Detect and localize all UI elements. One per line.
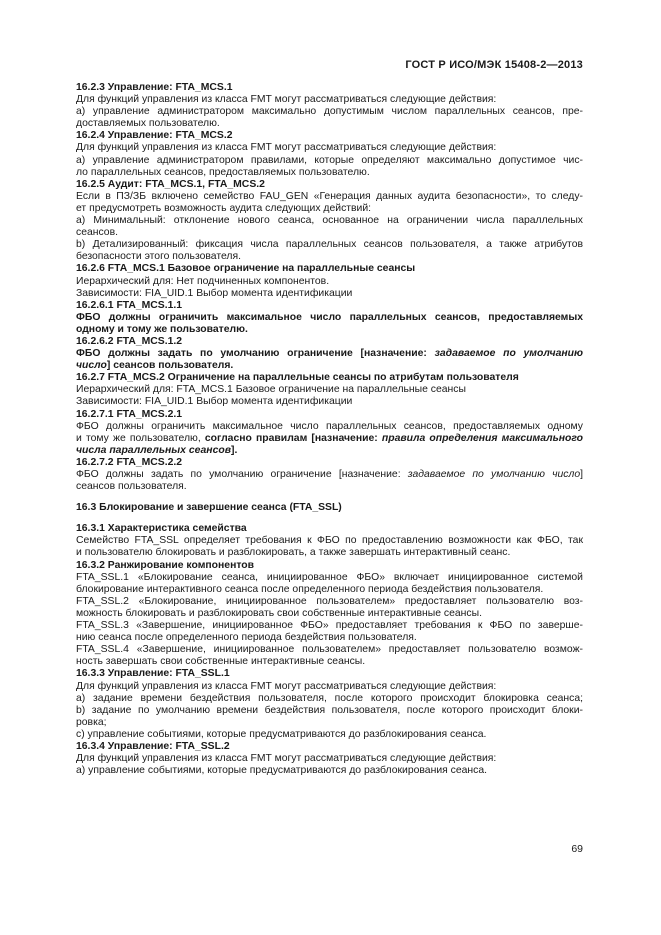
text-line: c) управление событиями, которые предусматриваются до разблокирования сеанса. xyxy=(76,728,487,740)
text-line: сеансов. xyxy=(76,227,118,239)
text-segment: ] сеансов пользователя. xyxy=(106,360,234,372)
text-line: ность завершать свои собственные интерактивные сеансы. xyxy=(76,656,366,668)
text-line: а) управление администратором максимально допустимым числом параллельных сеансов, пре- xyxy=(76,106,583,118)
text-line: а) управление событиями, которые предусматриваются до разблокирования сеанса. xyxy=(76,765,487,777)
document-body xyxy=(76,82,583,777)
text-line-bold: 16.2.3 Управление: FTA_MCS.1 xyxy=(76,82,233,93)
text-line-bold: 16.2.6.1 FTA_MCS.1.1 xyxy=(76,299,183,311)
text-line: и пользователю блокировать и разблокировать, а также завершать интерактивный сеанс. xyxy=(76,547,511,559)
text-line: FTA_SSL.3 «Завершение, инициированное ФБО» предоставляет требования к ФБО по заверше- xyxy=(76,620,583,632)
text-line-bold: 16.2.6.2 FTA_MCS.1.2 xyxy=(76,335,183,347)
text-line-bold: 16.2.7.1 FTA_MCS.2.1 xyxy=(76,408,183,420)
text-line-bold: 16.2.4 Управление: FTA_MCS.2 xyxy=(76,130,233,142)
text-segment: правила определения максимального xyxy=(381,432,583,444)
text-segment: числа параллельных сеансов xyxy=(76,444,231,456)
text-line: b) Детализированный: фиксация числа параллельных сеансов пользователя, а также атрибутов xyxy=(76,239,583,251)
text-segment: задаваемое по умолчанию число xyxy=(407,469,581,480)
text-line: Для функций управления из класса FMT могут рассматриваться следующие действия: xyxy=(76,142,497,154)
text-segment: ФБО должны задать по умолчанию ограничение [назначение: xyxy=(76,469,408,480)
text-line xyxy=(76,348,583,360)
text-line-bold: 16.2.7 FTA_MCS.2 Ограничение на параллельные сеансы по атрибутам пользователя xyxy=(76,372,519,384)
text-line: Для функций управления из класса FMT могут рассматриваться следующие действия: xyxy=(76,753,497,765)
text-line: сеансов пользователя. xyxy=(76,481,187,493)
text-line-bold: 16.2.7.2 FTA_MCS.2.2 xyxy=(76,456,183,468)
standard-header: ГОСТ Р ИСО/МЭК 15408-2—2013 xyxy=(405,59,583,71)
text-segment: ] xyxy=(580,469,583,480)
text-segment: ]. xyxy=(230,444,238,456)
text-line: FTA_SSL.4 «Завершение, инициированное пользователем» предоставляет пользователю возмож- xyxy=(76,644,583,656)
text-line: блокирование интерактивного сеанса после определенного периода бездействия пользователя. xyxy=(76,583,544,595)
text-line: Иерархический для: Нет подчиненных компонентов. xyxy=(76,275,330,287)
text-line: ровка; xyxy=(76,716,107,728)
text-line xyxy=(76,445,583,457)
text-line: доставляемых пользователю. xyxy=(76,118,220,130)
text-line-bold: 16.2.5 Аудит: FTA_MCS.1, FTA_MCS.2 xyxy=(76,178,265,190)
text-line: FTA_SSL.2 «Блокирование, инициированное пользователем» предоставляет пользователю воз- xyxy=(76,595,583,607)
text-segment: число xyxy=(76,360,107,372)
text-line-bold: 16.2.6 FTA_MCS.1 Базовое ограничение на параллельные сеансы xyxy=(76,263,416,275)
text-line: Зависимости: FIA_UID.1 Выбор момента идентификации xyxy=(76,287,353,299)
text-line: Для функций управления из класса FMT могут рассматриваться следующие действия: xyxy=(76,680,497,692)
text-line: b) задание по умолчанию времени бездействия пользователя, после которого происходит блоки- xyxy=(76,704,583,716)
text-line: ло параллельных сеансов, предоставляемых пользователю. xyxy=(76,166,370,178)
text-line: ФБО должны ограничить максимальное число параллельных сеансов, предоставляемых одному xyxy=(76,420,583,432)
text-line: а) управление администратором правилами, которые определяют максимально допустимое чис- xyxy=(76,154,583,166)
text-line: можность блокировать и разблокировать свои собственные интерактивные сеансы. xyxy=(76,607,482,619)
text-line: а) задание времени бездействия пользователя, после которого происходит блокировка сеанса; xyxy=(76,692,583,704)
text-segment: и тому же пользователю, xyxy=(76,432,205,444)
text-line xyxy=(76,360,583,372)
section-heading: 16.3 Блокирование и завершение сеанса (FTA_SSL) xyxy=(76,502,342,514)
text-line-bold: ФБО должны ограничить максимальное число параллельных сеансов, предоставляемых xyxy=(76,311,583,323)
text-line-bold: 16.3.2 Ранжирование компонентов xyxy=(76,559,255,571)
text-line: Для функций управления из класса FMT могут рассматриваться следующие действия: xyxy=(76,94,497,106)
text-line xyxy=(76,433,583,445)
page-number: 69 xyxy=(571,843,583,855)
text-segment: задаваемое по умолчанию xyxy=(434,348,583,360)
text-line: Если в ПЗ/ЗБ включено семейство FAU_GEN «Генерация данных аудита безопасности», то следу- xyxy=(76,190,583,202)
text-line: Иерархический для: FTA_MCS.1 Базовое ограничение на параллельные сеансы xyxy=(76,384,466,396)
text-line: Зависимости: FIA_UID.1 Выбор момента идентификации xyxy=(76,396,353,408)
text-line: а) Минимальный: отклонение нового сеанса, основанное на ограничении числа параллельных xyxy=(76,215,583,227)
text-line-bold: одному и тому же пользователю. xyxy=(76,323,248,335)
text-line: FTA_SSL.1 «Блокирование сеанса, инициированное ФБО» включает инициированное системой xyxy=(76,571,583,583)
text-line: нию сеанса после определенного периода бездействия пользователя. xyxy=(76,632,417,644)
text-line: Семейство FTA_SSL определяет требования к ФБО по предоставлению возможности как ФБО, так xyxy=(76,535,583,547)
text-line-bold: 16.3.3 Управление: FTA_SSL.1 xyxy=(76,668,230,680)
text-segment: ФБО должны задать по умолчанию ограничение [назначение: xyxy=(76,348,435,360)
text-line-bold: 16.3.1 Характеристика семейства xyxy=(76,523,247,535)
text-line: безопасности этого пользователя. xyxy=(76,251,241,263)
text-line xyxy=(76,469,583,481)
text-line-bold: 16.3.4 Управление: FTA_SSL.2 xyxy=(76,740,230,752)
text-line: ет предусмотреть возможность аудита следующих действий: xyxy=(76,202,372,214)
text-segment: согласно правилам [назначение: xyxy=(204,432,382,444)
